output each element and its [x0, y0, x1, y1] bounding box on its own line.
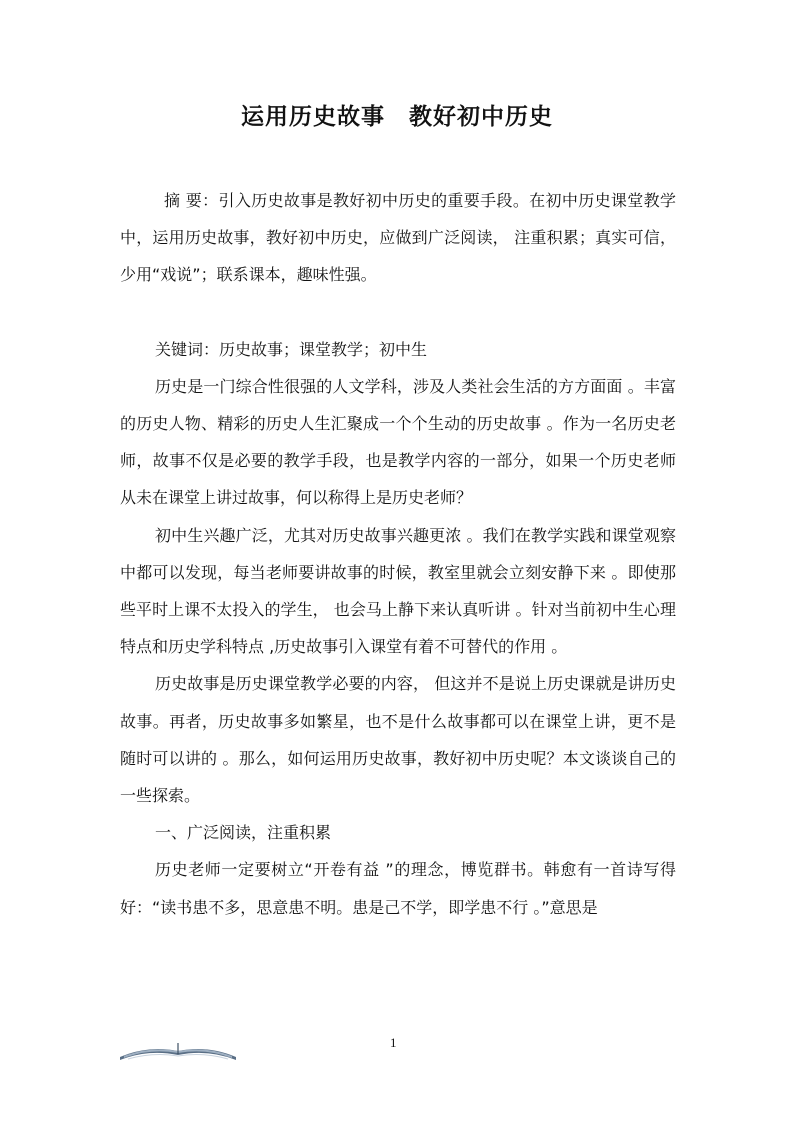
page-number: 1: [390, 1035, 397, 1050]
section-heading: 一、广泛阅读，注重积累: [155, 823, 332, 843]
body-paragraph: 历史是一门综合性很强的人文学科，涉及人类社会生活的方方面面 。丰富的历史人物、精彩的历史人生汇聚成一个个生动的历史故事 。作为一名历史老师，故事不仅是必要的教学手段，也是教学内容的一部分，如果一个历史老师从未在课堂上讲过故事，何以称得上是历史老师？: [120, 376, 676, 508]
keywords-line: 关键词：历史故事；课堂教学；初中生: [155, 339, 428, 359]
body-paragraph: 历史故事是历史课堂教学必要的内容， 但这并不是说上历史课就是讲历史故事。再者，历史故事多如繁星，也不是什么故事都可以在课堂上讲，更不是随时可以讲的 。那么，如何运用历史故事，教好初中历史呢？本文谈谈自己的一些探索。: [120, 674, 676, 806]
abstract-paragraph: 摘 要：引入历史故事是教好初中历史的重要手段。在初中历史课堂教学中，运用历史故事，教好初中历史，应做到广泛阅读， 注重积累；真实可信，少用“戏说”；联系课本，趣味性强。: [120, 191, 676, 285]
document-body: [120, 182, 676, 926]
open-book-icon: [118, 1037, 238, 1063]
body-paragraph: 初中生兴趣广泛，尤其对历史故事兴趣更浓 。我们在教学实践和课堂观察中都可以发现，每当老师要讲故事的时候，教室里就会立刻安静下来 。即使那些平时上课不太投入的学生， 也会马上静下来认真听讲 。针对当前初中生心理特点和历史学科特点 ,历史故事引入课堂有着不可替代的作用 。: [120, 525, 676, 657]
spacer: [120, 294, 676, 331]
body-paragraph: 历史老师一定要树立“开卷有益 ”的理念，博览群书。韩愈有一首诗写得好：“读书患不多，思意患不明。患是己不学，即学患不行 。”意思是: [120, 860, 676, 917]
document-title: 运用历史故事 教好初中历史: [241, 104, 553, 130]
